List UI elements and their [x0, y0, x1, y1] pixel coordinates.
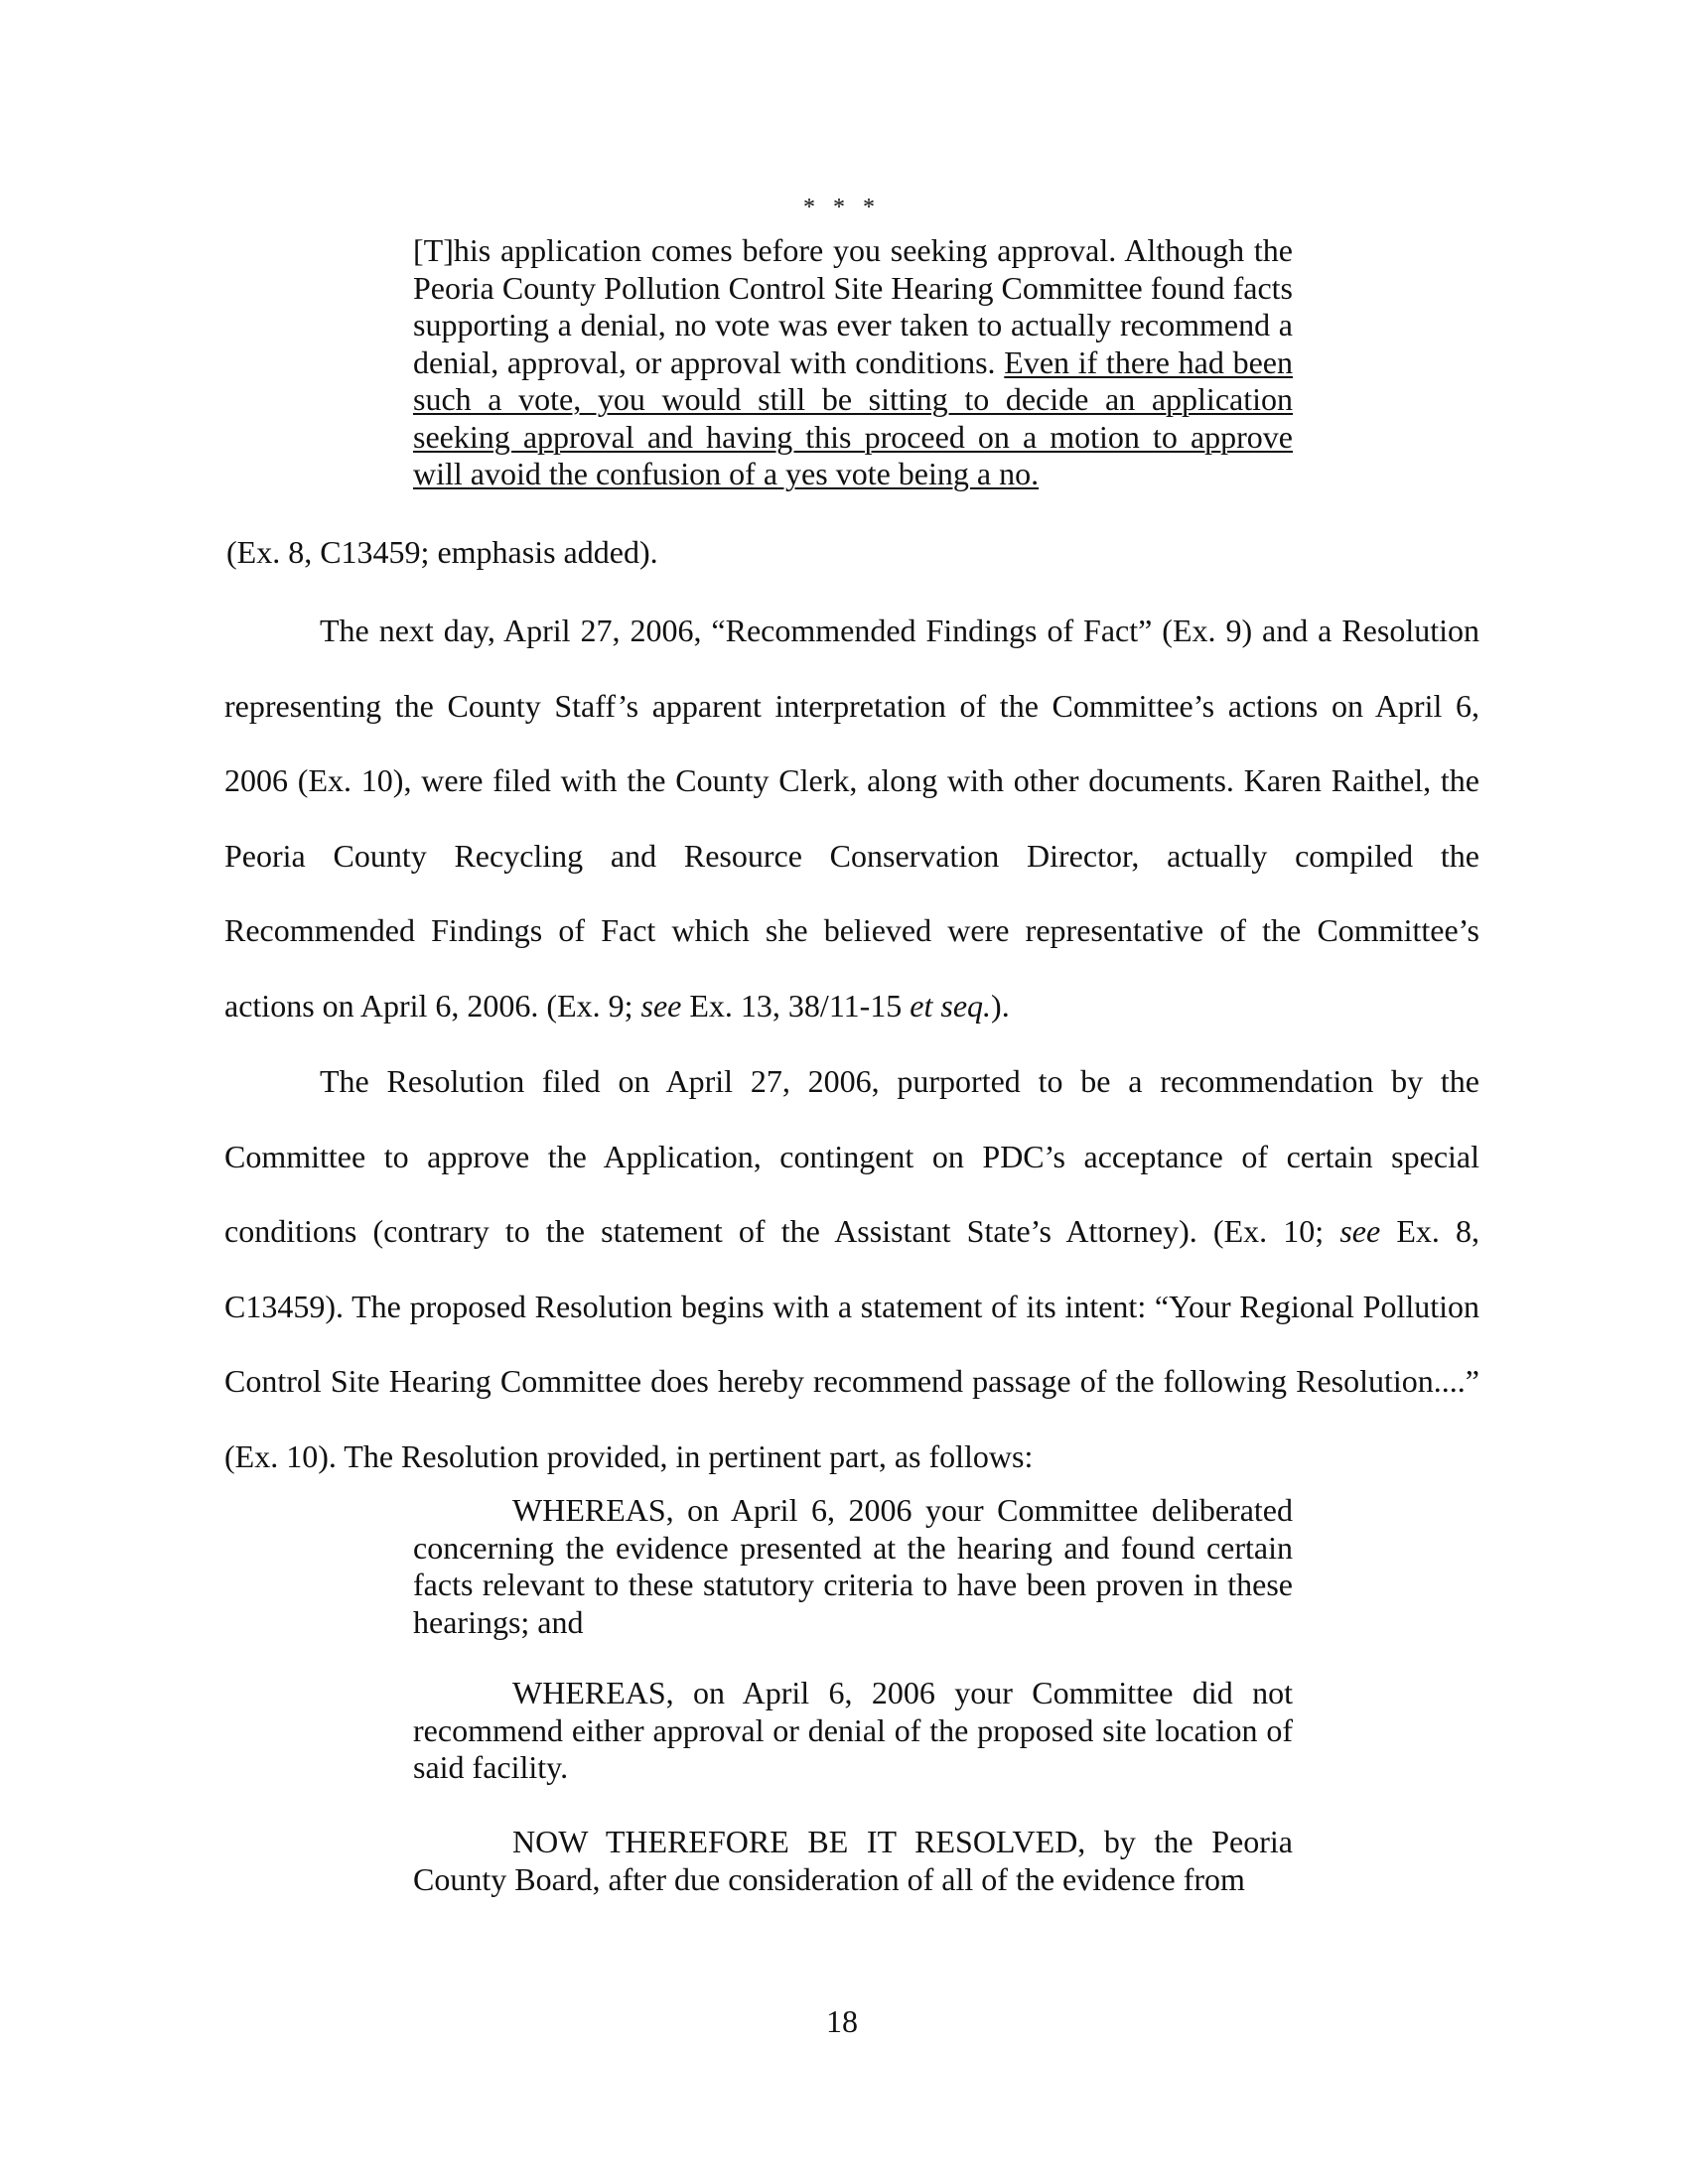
resolution-whereas-2 [413, 1675, 1293, 1787]
quote-emphasis-text: Even if there had been such a vote, you would still be sitting to decide an application seeking approval and having this proceed on a motion to approve will avoid the confusion of a yes vote being a no. [413, 343, 1294, 491]
paragraph1-close: ). [991, 987, 1010, 1024]
resolution-clause: WHEREAS, on April 6, 2006 your Committee deliberated concerning the evidence presented at the hearing and found certain facts relevant to these statutory criteria to have been proven in these hearings; and [413, 1492, 1293, 1640]
see-signal: see [1339, 1213, 1381, 1249]
paragraph2-rest: Ex. 8, C13459). The proposed Resolution begins with a statement of its intent: “Your Regional Pollution Control Site Hearing Committee does hereby recommend passage of the following Resolution....” (Ex. 10). The Resolution provided, in pertinent part, as follows: [224, 1213, 1480, 1474]
body-paragraph-resolution [224, 1044, 1479, 1494]
section-separator: * * * [803, 195, 881, 220]
resolution-clause: WHEREAS, on April 6, 2006 your Committee did not recommend either approval or denial of the proposed site location of said facility. [413, 1675, 1293, 1785]
block-quote-text [413, 232, 1293, 493]
quote-citation: (Ex. 8, C13459; emphasis added). [226, 534, 658, 570]
paragraph1-cite: Ex. 13, 38/11-15 [689, 987, 903, 1024]
body-paragraph-findings [224, 594, 1479, 1043]
quote-intro-text: [T]his application comes before you seeking approval. Although the Peoria County Pollution Control Site Hearing Committee found facts supporting a denial, no vote was ever taken to actually recommend a denial, approval, or approval with conditions. [413, 232, 1293, 380]
paragraph1-text: The next day, April 27, 2006, “Recommended Findings of Fact” (Ex. 9) and a Resolution representing the County Staff’s apparent interpretation of the Committee’s actions on April 6, 2006 (Ex. 10), were filed with the County Clerk, along with other documents. Karen Raithel, the Peoria County Recycling and Resource Conservation Director, actually compiled the Recommended Findings of Fact which she believed were representative of the Committee’s actions on April 6, 2006. (Ex. 9; [224, 613, 1479, 1024]
resolution-clause: NOW THEREFORE BE IT RESOLVED, by the Peoria County Board, after due consideration of all of the evidence from [413, 1824, 1293, 1897]
block-quote-motion [413, 232, 1293, 493]
see-signal: see [640, 987, 682, 1024]
resolution-resolved [413, 1824, 1293, 1898]
resolution-whereas-1 [413, 1492, 1293, 1641]
et-seq-signal: et seq. [910, 987, 992, 1024]
paragraph2-text: The Resolution filed on April 27, 2006, purported to be a recommendation by the Committee to approve the Application, contingent on PDC’s acceptance of certain special conditions (contrary to the statement of the Assistant State’s Attorney). (Ex. 10; [224, 1063, 1479, 1249]
page-number: 18 [826, 2003, 858, 2039]
